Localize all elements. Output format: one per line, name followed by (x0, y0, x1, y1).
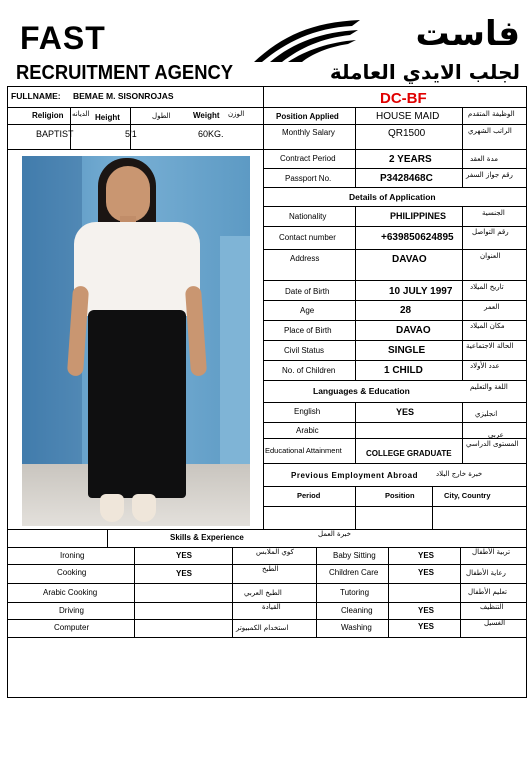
skill-computer-label: Computer (54, 623, 90, 632)
skill-ironing-label: Ironing (60, 551, 85, 560)
education-value: COLLEGE GRADUATE (366, 449, 452, 458)
age-label: Age (300, 306, 315, 315)
employment-col-city: City, Country (444, 491, 491, 500)
contract-arabic: مدة العقد (470, 155, 498, 163)
position-arabic: الوظيفة المتقدم (468, 110, 515, 118)
address-value: DAVAO (392, 254, 427, 265)
position-value: HOUSE MAID (376, 111, 440, 122)
skill-children-care-value: YES (418, 568, 435, 577)
civil-status-value: SINGLE (388, 345, 426, 356)
employment-heading-arabic: خبرة خارج البلاد (436, 470, 483, 478)
height-arabic: الطول (152, 112, 171, 120)
passport-value: P3428468C (380, 173, 433, 184)
applicant-code: DC-BF (380, 90, 427, 107)
skill-cleaning-label: Cleaning (341, 606, 373, 615)
height-value: 5'1 (125, 129, 137, 139)
civil-status-arabic: الحالة الاجتماعية (466, 342, 514, 350)
agency-subtitle: RECRUITMENT AGENCY (16, 62, 234, 84)
salary-arabic: الراتب الشهري (468, 127, 512, 135)
salary-value: QR1500 (388, 128, 426, 139)
education-label: Educational Attainment (265, 446, 342, 455)
nationality-label: Nationality (289, 212, 327, 221)
education-arabic: المستوى الدراسي (466, 440, 519, 448)
skill-cleaning-value: YES (418, 606, 435, 615)
pob-value: DAVAO (396, 325, 431, 336)
fullname-value: BEMAE M. SISONROJAS (73, 91, 174, 101)
skill-ironing-value: YES (176, 551, 193, 560)
skill-driving-label: Driving (59, 606, 84, 615)
address-arabic: العنوان (480, 252, 501, 260)
contract-value: 2 YEARS (389, 154, 432, 165)
passport-label: Passport No. (285, 174, 332, 183)
religion-value: BAPTIST (36, 129, 74, 139)
skill-children-care-label: Children Care (329, 568, 379, 577)
skill-washing-value: YES (418, 622, 435, 631)
skill-tutoring-label: Tutoring (340, 588, 370, 597)
religion-arabic: الديانه (72, 110, 90, 118)
skill-arabic-cooking-arabic: الطبخ العربي (244, 589, 282, 597)
skill-baby-sitting-arabic: تربية الأطفال (472, 548, 511, 556)
salary-label: Monthly Salary (282, 128, 335, 137)
contact-label: Contact number (279, 233, 336, 242)
employment-col-period: Period (297, 491, 321, 500)
skill-tutoring-arabic: تعليم الأطفال (468, 588, 507, 596)
skill-cooking-arabic: الطبخ (262, 565, 279, 573)
skills-heading: Skills & Experience (170, 533, 244, 542)
employment-heading: Previous Employment Abroad (291, 471, 418, 480)
pob-label: Place of Birth (284, 326, 332, 335)
religion-label: Religion (32, 111, 64, 120)
dob-arabic: تاريخ الميلاد (470, 283, 504, 291)
address-label: Address (290, 254, 320, 263)
languages-heading-arabic: اللغة والتعليم (470, 383, 508, 391)
arabic-label: Arabic (296, 426, 319, 435)
weight-arabic: الوزن (228, 110, 245, 118)
nationality-value: PHILIPPINES (390, 211, 447, 221)
skill-cooking-value: YES (176, 569, 193, 578)
age-arabic: العمر (484, 303, 500, 311)
contract-label: Contract Period (280, 154, 336, 163)
details-heading: Details of Application (349, 192, 436, 202)
nationality-arabic: الجنسية (482, 209, 505, 217)
skill-cooking-label: Cooking (57, 568, 87, 577)
children-label: No. of Children (282, 366, 336, 375)
agency-logo (252, 16, 362, 64)
height-label: Height (95, 113, 120, 122)
position-label: Position Applied (276, 112, 339, 121)
dob-value: 10 JULY 1997 (389, 286, 453, 297)
languages-heading: Languages & Education (313, 386, 410, 396)
english-arabic: انجليزي (475, 410, 498, 418)
employment-col-position: Position (385, 491, 415, 500)
fullname-label: FULLNAME: (11, 91, 61, 101)
weight-value: 60KG. (198, 129, 224, 139)
arabic-arabic: عربي (488, 431, 504, 439)
skill-arabic-cooking-label: Arabic Cooking (43, 588, 98, 597)
agency-subtitle-arabic: لجلب الايدي العاملة (329, 60, 520, 84)
children-value: 1 CHILD (384, 365, 423, 376)
skill-washing-arabic: الغسيل (484, 619, 506, 627)
contact-value: +639850624895 (381, 232, 454, 243)
skill-baby-sitting-label: Baby Sitting (333, 551, 376, 560)
skill-ironing-arabic: كوي الملابس (256, 548, 294, 556)
skill-driving-arabic: القيادة (262, 603, 281, 611)
agency-title-arabic: فاست (415, 14, 520, 54)
children-arabic: عدد الأولاد (470, 362, 500, 370)
skills-heading-arabic: خبرة العمل (318, 530, 351, 538)
age-value: 28 (400, 305, 412, 316)
civil-status-label: Civil Status (284, 346, 325, 355)
contact-arabic: رقم التواصل (472, 228, 509, 236)
skill-baby-sitting-value: YES (418, 551, 435, 560)
dob-label: Date of Birth (285, 287, 330, 296)
skill-computer-arabic: استخدام الكمبيوتر (236, 624, 289, 632)
skill-washing-label: Washing (341, 623, 372, 632)
skill-children-care-arabic: رعاية الأطفال (466, 569, 506, 577)
english-value: YES (396, 407, 415, 417)
english-label: English (294, 407, 321, 416)
agency-title: FAST (20, 20, 106, 56)
applicant-photo (22, 156, 250, 526)
skill-cleaning-arabic: التنظيف (480, 603, 504, 611)
pob-arabic: مكان الميلاد (470, 322, 505, 330)
passport-arabic: رقم جواز السفر (466, 171, 513, 179)
weight-label: Weight (193, 111, 220, 120)
